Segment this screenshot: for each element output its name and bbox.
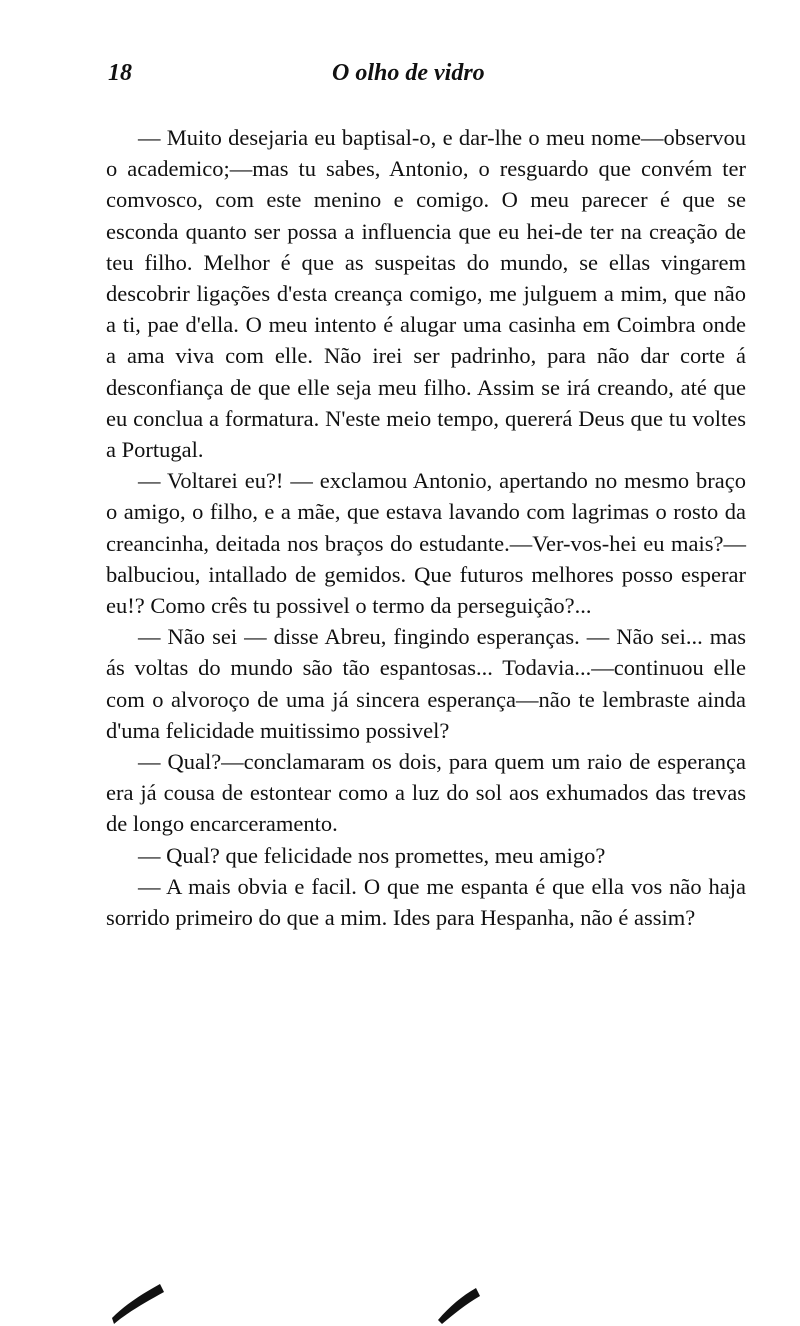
paragraph: — Qual? que felicidade nos promettes, meu amigo?: [138, 842, 606, 868]
paragraph: — Não sei — disse Abreu, fingindo esperanças. — Não sei... mas ás voltas do mundo são tão espantosas... Todavia...—continuou elle com o alvoroço de uma já sincera esperança—não te lembraste ainda d'uma felicidade muitissimo possivel?: [106, 624, 746, 743]
body-text: [106, 122, 746, 933]
ink-smudge-right: [438, 1288, 480, 1324]
paragraph: — Muito desejaria eu baptisal-o, e dar-lhe o meu nome—observou o academico;—mas tu sabes, Antonio, o resguardo que convém ter comvosco, com este menino e comigo. O meu parecer é que se esconda quanto ser possa a influencia que eu hei-de ter na creação de teu filho. Melhor é que as suspeitas do mundo, se ellas vingarem descobrir ligações d'esta creança comigo, me julguem a mim, que não a ti, pae d'ella. O meu intento é alugar uma casinha em Coimbra onde a ama viva com elle. Não irei ser padrinho, para não dar corte á desconfiança de que elle seja meu filho. Assim se irá creando, até que eu conclua a formatura. N'este meio tempo, quererá Deus que tu voltes a Portugal.: [106, 125, 746, 463]
page-header: [108, 60, 748, 96]
paragraph: — Qual?—conclamaram os dois, para quem um raio de esperança era já cousa de estontear como a luz do sol aos exhumados das trevas de longo encarceramento.: [106, 749, 746, 837]
running-title: O olho de vidro: [332, 60, 485, 86]
ink-smudge-left: [112, 1284, 164, 1324]
page-number: 18: [108, 60, 132, 86]
paragraph: — Voltarei eu?! — exclamou Antonio, apertando no mesmo braço o amigo, o filho, e a mãe, que estava lavando com lagrimas o rosto da creancinha, deitada nos braços do estudante.—Ver-vos-hei eu mais?—balbuciou, intallado de gemidos. Que futuros melhores posso esperar eu!? Como crês tu possivel o termo da perseguição?...: [106, 468, 746, 619]
paragraph: — A mais obvia e facil. O que me espanta é que ella vos não haja sorrido primeiro do que a mim. Ides para Hespanha, não é assim?: [106, 873, 746, 931]
